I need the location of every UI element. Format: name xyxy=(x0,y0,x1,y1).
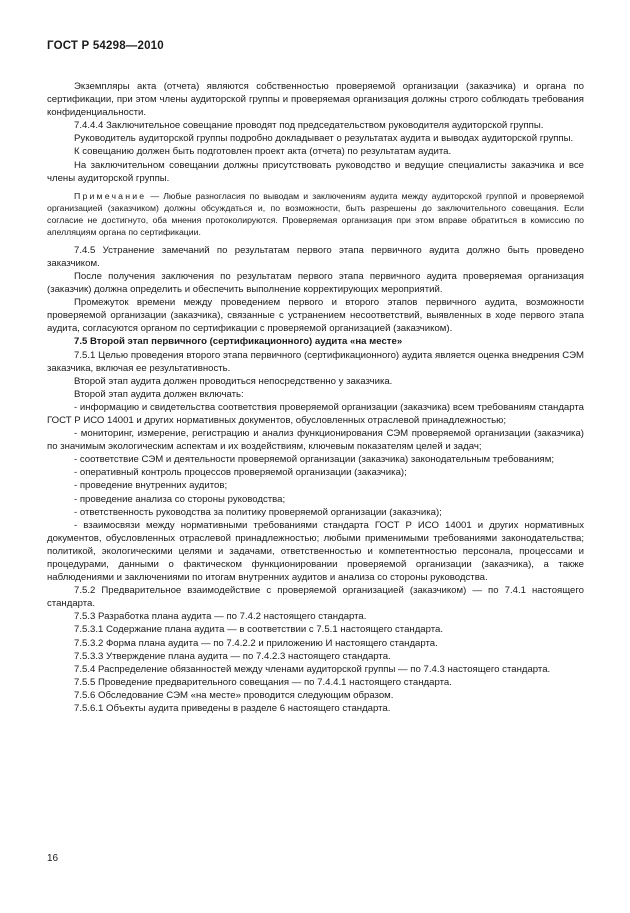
body-paragraph: 7.4.5 Устранение замечаний по результатам первого этапа первичного аудита должно быть проведено заказчиком. xyxy=(47,244,584,269)
body-paragraph: Промежуток времени между проведением первого и второго этапов первичного аудита, возможности проверяемой организации (заказчика), связанные с устранением несоответствий, выявленных в ходе первого этапа аудита, согласуются органом по сертификации с проверяемой организацией (заказчиком). xyxy=(47,297,584,335)
body-paragraph: После получения заключения по результатам первого этапа первичного аудита проверяемая организация (заказчик) должна определить и обеспечить выполнение корректирующих мероприятий. xyxy=(47,270,584,296)
page-number: 16 xyxy=(47,853,59,864)
body-paragraph: 7.5.6.1 Объекты аудита приведены в разделе 6 настоящего стандарта. xyxy=(74,703,391,715)
body-paragraph: На заключительном совещании должны присутствовать руководство и ведущие специалисты заказчика и все члены аудиторской группы. xyxy=(47,159,584,184)
document-body xyxy=(47,80,584,715)
body-paragraph: 7.5.1 Целью проведения второго этапа первичного (сертификационного) аудита является оценка внедрения СЭМ заказчика, включая ее результативность. xyxy=(47,349,584,374)
body-paragraph: - взаимосвязи между нормативными требованиями стандарта ГОСТ Р ИСО 14001 и других нормативных документов, обусловленных отраслевой принадлежностью; любыми применимыми требованиями законодательства; политикой, экологическими целями и задачами, ответственностью и компетентностью персонала, процессами и процедурами, данными о фактическом функционировании проверяемой организации (заказчика), а также наблюдениями и заключениями по итогам внутренних аудитов и анализа со стороны руководства. xyxy=(47,519,584,584)
body-paragraph: Руководитель аудиторской группы подробно докладывает о результатах аудита и выводах аудиторской группы. xyxy=(74,133,574,145)
paragraph-group-1 xyxy=(47,80,584,185)
note-label: Примечание xyxy=(74,190,147,201)
body-paragraph: - информацию и свидетельства соответствия проверяемой организации (заказчика) всем требованиям стандарта ГОСТ Р ИСО 14001 и других нормативных документов, обусловленных отраслевой принадлежностью; xyxy=(47,401,584,426)
document-header: ГОСТ Р 54298—2010 xyxy=(47,40,164,52)
body-paragraph: - соответствие СЭМ и деятельности проверяемой организации (заказчика) законодательным требованиям; xyxy=(74,454,555,466)
body-paragraph: 7.5.5 Проведение предварительного совещания — по 7.4.4.1 настоящего стандарта. xyxy=(74,676,452,688)
body-paragraph: 7.5.4 Распределение обязанностей между членами аудиторской группы — по 7.4.3 настоящего стандарта. xyxy=(74,663,551,675)
body-paragraph: - ответственность руководства за политику проверяемой организации (заказчика); xyxy=(74,506,442,518)
body-paragraph: 7.4.4.4 Заключительное совещание проводят под председательством руководителя аудиторской группы. xyxy=(74,120,544,132)
body-paragraph: 7.5.3.3 Утверждение плана аудита — по 7.4.2.3 настоящего стандарта. xyxy=(74,650,391,662)
body-paragraph: 7.5.3.1 Содержание плана аудита — в соответствии с 7.5.1 настоящего стандарта. xyxy=(74,624,444,636)
body-paragraph: 7.5 Второй этап первичного (сертификационного) аудита «на месте» xyxy=(74,336,403,348)
body-paragraph: 7.5.6 Обследование СЭМ «на месте» проводится следующим образом. xyxy=(74,689,394,701)
body-paragraph: 7.5.3.2 Форма плана аудита — по 7.4.2.2 и приложению И настоящего стандарта. xyxy=(74,637,438,649)
body-paragraph: - мониторинг, измерение, регистрацию и анализ функционирования СЭМ проверяемой организации (заказчика) по значимым экологическим аспектам и их воздействиям, ключевым показателям целей и задач; xyxy=(47,428,584,453)
body-paragraph: - проведение анализа со стороны руководства; xyxy=(74,493,286,505)
body-paragraph: К совещанию должен быть подготовлен проект акта (отчета) по результатам аудита. xyxy=(74,146,452,158)
body-paragraph: Второй этап аудита должен включать: xyxy=(74,388,244,400)
note-paragraph xyxy=(47,190,584,238)
body-paragraph: 7.5.3 Разработка плана аудита — по 7.4.2 настоящего стандарта. xyxy=(74,611,367,623)
paragraph-group-2 xyxy=(47,244,584,715)
note-text: — Любые разногласия по выводам и заключениям аудита между аудиторской группой и проверяемой организацией (заказчиком) должны обсуждаться и, по возможности, быть разрешены до заключительного совещания. Если согласие не достигнуто, оба мнения протоколируются. Проверяемая организация при этом вправе обратиться в комиссию по апелляциям органа по сертификации. xyxy=(47,190,584,237)
body-paragraph: - оперативный контроль процессов проверяемой организации (заказчика); xyxy=(74,467,407,479)
body-paragraph: Экземпляры акта (отчета) являются собственностью проверяемой организации (заказчика) и органа по сертификации, при этом члены аудиторской группы и проверяемая организация должны строго соблюдать требования конфиденциальности. xyxy=(47,81,584,119)
body-paragraph: - проведение внутренних аудитов; xyxy=(74,480,228,492)
body-paragraph: 7.5.2 Предварительное взаимодействие с проверяемой организацией (заказчиком) — по 7.4.1 настоящего стандарта. xyxy=(47,585,584,610)
body-paragraph: Второй этап аудита должен проводиться непосредственно у заказчика. xyxy=(74,375,393,387)
